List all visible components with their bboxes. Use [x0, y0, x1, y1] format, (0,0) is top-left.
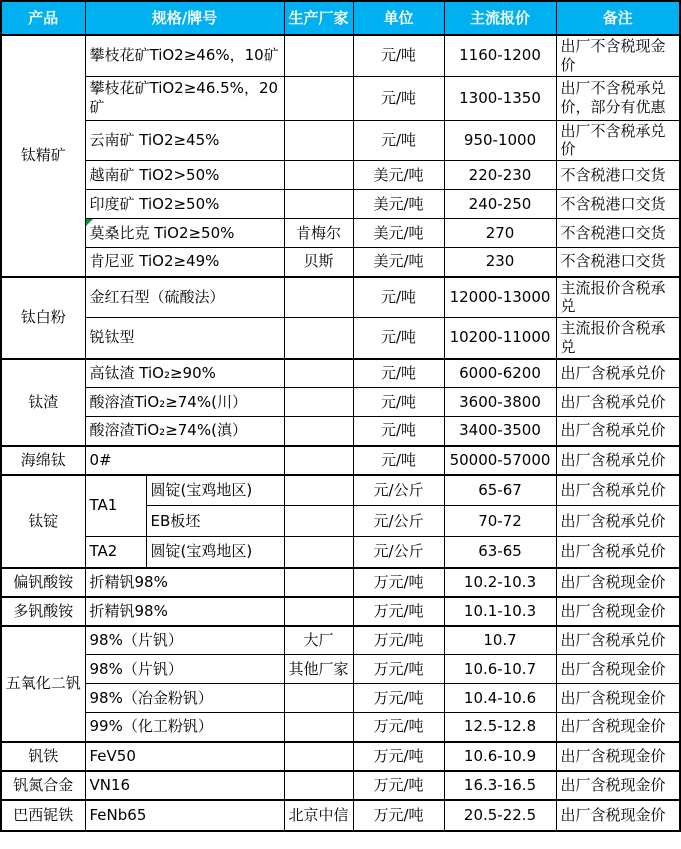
table-row — [1, 684, 680, 713]
spec-cell: 折精钒98% — [85, 597, 284, 626]
note-cell: 出厂含税现金价 — [556, 568, 680, 597]
manufacturer-cell: 北京中信 — [284, 800, 353, 831]
price-cell: 50000-57000 — [444, 446, 556, 475]
table-row — [1, 626, 680, 655]
price-cell: 950-1000 — [444, 120, 556, 161]
manufacturer-cell — [284, 597, 353, 626]
note-cell: 主流报价含税承兑 — [556, 277, 680, 318]
price-cell: 1300-1350 — [444, 76, 556, 120]
unit-cell: 元/吨 — [353, 120, 444, 161]
spec-cell: 越南矿 TiO2>50% — [85, 161, 284, 190]
note-cell: 出厂不含税承兑价 — [556, 120, 680, 161]
unit-cell: 万元/吨 — [353, 800, 444, 831]
manufacturer-cell — [284, 190, 353, 219]
spec-cell: 98%（冶金粉钒） — [85, 684, 284, 713]
price-cell: 10.4-10.6 — [444, 684, 556, 713]
spec-cell: 酸溶渣TiO₂≥74%(川） — [85, 388, 284, 417]
price-cell: 63-65 — [444, 537, 556, 568]
unit-cell: 元/吨 — [353, 388, 444, 417]
note-cell: 出厂含税现金价 — [556, 655, 680, 684]
price-cell: 12000-13000 — [444, 277, 556, 318]
table-row — [1, 446, 680, 475]
note-cell: 出厂含税现金价 — [556, 742, 680, 771]
unit-cell: 元/公斤 — [353, 506, 444, 537]
manufacturer-cell: 贝斯 — [284, 248, 353, 277]
table-row — [1, 318, 680, 359]
unit-cell: 美元/吨 — [353, 190, 444, 219]
price-cell: 10.6-10.7 — [444, 655, 556, 684]
product-cell: 五氧化二钒 — [1, 626, 85, 742]
unit-cell: 万元/吨 — [353, 655, 444, 684]
manufacturer-cell — [284, 771, 353, 800]
spec-cell: 0# — [85, 446, 284, 475]
note-cell: 出厂含税现金价 — [556, 597, 680, 626]
product-cell: 钛精矿 — [1, 35, 85, 277]
manufacturer-cell — [284, 417, 353, 446]
product-cell: 海绵钛 — [1, 446, 85, 475]
product-cell: 钒铁 — [1, 742, 85, 771]
col-header-unit: 单位 — [353, 1, 444, 35]
manufacturer-cell: 肯梅尔 — [284, 219, 353, 248]
table-row — [1, 35, 680, 76]
note-cell: 出厂含税现金价 — [556, 771, 680, 800]
note-cell: 出厂含税承兑价 — [556, 417, 680, 446]
price-cell: 3600-3800 — [444, 388, 556, 417]
unit-cell: 万元/吨 — [353, 597, 444, 626]
table-row — [1, 277, 680, 318]
product-cell: 钛白粉 — [1, 277, 85, 359]
note-cell: 出厂含税承兑价 — [556, 446, 680, 475]
grade-cell: TA2 — [85, 537, 146, 568]
col-header-manufacturer: 生产厂家 — [284, 1, 353, 35]
price-cell: 65-67 — [444, 475, 556, 506]
table-row — [1, 76, 680, 120]
price-cell: 70-72 — [444, 506, 556, 537]
unit-cell: 万元/吨 — [353, 713, 444, 742]
note-cell: 出厂含税现金价 — [556, 684, 680, 713]
table-row — [1, 248, 680, 277]
note-cell: 不含税港口交货 — [556, 219, 680, 248]
spec-cell: 酸溶渣TiO₂≥74%(滇） — [85, 417, 284, 446]
spec-cell: 攀枝花矿TiO2≥46%，10矿 — [85, 35, 284, 76]
unit-cell: 元/吨 — [353, 446, 444, 475]
note-cell: 不含税港口交货 — [556, 161, 680, 190]
spec-cell: EB板坯 — [146, 506, 284, 537]
price-cell: 10.7 — [444, 626, 556, 655]
table-row — [1, 597, 680, 626]
unit-cell: 万元/吨 — [353, 742, 444, 771]
note-cell: 出厂含税承兑价 — [556, 388, 680, 417]
manufacturer-cell — [284, 684, 353, 713]
price-cell: 240-250 — [444, 190, 556, 219]
spec-cell: FeV50 — [85, 742, 284, 771]
note-cell: 出厂不含税现金价 — [556, 35, 680, 76]
table-row — [1, 120, 680, 161]
unit-cell: 元/公斤 — [353, 475, 444, 506]
price-cell: 20.5-22.5 — [444, 800, 556, 831]
spec-cell: 折精钒98% — [85, 568, 284, 597]
table-row — [1, 219, 680, 248]
unit-cell: 元/吨 — [353, 35, 444, 76]
unit-cell: 美元/吨 — [353, 161, 444, 190]
unit-cell: 元/吨 — [353, 359, 444, 388]
product-cell: 偏钒酸铵 — [1, 568, 85, 597]
unit-cell: 万元/吨 — [353, 771, 444, 800]
manufacturer-cell — [284, 161, 353, 190]
price-cell: 6000-6200 — [444, 359, 556, 388]
price-cell: 230 — [444, 248, 556, 277]
note-cell: 出厂含税承兑价 — [556, 626, 680, 655]
col-header-product: 产品 — [1, 1, 85, 35]
price-cell: 1160-1200 — [444, 35, 556, 76]
header-row — [1, 1, 680, 35]
unit-cell: 美元/吨 — [353, 219, 444, 248]
manufacturer-cell — [284, 76, 353, 120]
manufacturer-cell — [284, 359, 353, 388]
price-cell: 10.1-10.3 — [444, 597, 556, 626]
manufacturer-cell — [284, 537, 353, 568]
table-row — [1, 190, 680, 219]
price-cell: 270 — [444, 219, 556, 248]
manufacturer-cell: 大厂 — [284, 626, 353, 655]
spec-cell: 印度矿 TiO2≥50% — [85, 190, 284, 219]
manufacturer-cell — [284, 446, 353, 475]
price-cell: 10200-11000 — [444, 318, 556, 359]
note-cell: 不含税港口交货 — [556, 248, 680, 277]
price-cell: 10.6-10.9 — [444, 742, 556, 771]
unit-cell: 元/吨 — [353, 318, 444, 359]
spec-cell: 98%（片钒） — [85, 626, 284, 655]
spec-text: 莫桑比克 TiO2≥50% — [89, 223, 235, 242]
grade-cell: TA1 — [85, 475, 146, 537]
note-cell: 出厂含税承兑价 — [556, 506, 680, 537]
spec-cell: 圆锭(宝鸡地区) — [146, 537, 284, 568]
product-cell: 钛锭 — [1, 475, 85, 568]
unit-cell: 元/吨 — [353, 277, 444, 318]
product-cell: 多钒酸铵 — [1, 597, 85, 626]
manufacturer-cell — [284, 713, 353, 742]
spec-cell: 高钛渣 TiO₂≥90% — [85, 359, 284, 388]
spec-cell: VN16 — [85, 771, 284, 800]
product-cell: 钒氮合金 — [1, 771, 85, 800]
spec-cell: 圆锭(宝鸡地区) — [146, 475, 284, 506]
table-row — [1, 388, 680, 417]
spec-cell: 98%（片钒） — [85, 655, 284, 684]
table-row — [1, 537, 680, 568]
col-header-spec: 规格/牌号 — [85, 1, 284, 35]
manufacturer-cell — [284, 277, 353, 318]
table-row — [1, 800, 680, 831]
table-row — [1, 161, 680, 190]
unit-cell: 万元/吨 — [353, 684, 444, 713]
unit-cell: 元/吨 — [353, 76, 444, 120]
note-cell: 出厂含税现金价 — [556, 713, 680, 742]
manufacturer-cell — [284, 318, 353, 359]
table-row — [1, 359, 680, 388]
spec-cell: 云南矿 TiO2≥45% — [85, 120, 284, 161]
price-cell: 220-230 — [444, 161, 556, 190]
spec-cell — [85, 219, 284, 248]
col-header-note: 备注 — [556, 1, 680, 35]
manufacturer-cell — [284, 568, 353, 597]
note-cell: 出厂含税现金价 — [556, 800, 680, 831]
manufacturer-cell: 其他厂家 — [284, 655, 353, 684]
product-cell: 钛渣 — [1, 359, 85, 446]
manufacturer-cell — [284, 475, 353, 506]
note-cell: 出厂不含税承兑价，部分有优惠 — [556, 76, 680, 120]
unit-cell: 元/公斤 — [353, 537, 444, 568]
comment-flag-icon — [86, 219, 93, 226]
price-cell: 3400-3500 — [444, 417, 556, 446]
unit-cell: 万元/吨 — [353, 568, 444, 597]
spec-cell: FeNb65 — [85, 800, 284, 831]
spec-cell: 金红石型（硫酸法） — [85, 277, 284, 318]
manufacturer-cell — [284, 120, 353, 161]
spec-cell: 肯尼亚 TiO2≥49% — [85, 248, 284, 277]
table-row — [1, 475, 680, 506]
table-row — [1, 568, 680, 597]
price-cell: 10.2-10.3 — [444, 568, 556, 597]
spec-cell: 锐钛型 — [85, 318, 284, 359]
spec-cell: 攀枝花矿TiO2≥46.5%，20矿 — [85, 76, 284, 120]
price-cell: 16.3-16.5 — [444, 771, 556, 800]
manufacturer-cell — [284, 35, 353, 76]
table-row — [1, 417, 680, 446]
manufacturer-cell — [284, 742, 353, 771]
note-cell: 不含税港口交货 — [556, 190, 680, 219]
note-cell: 出厂含税承兑价 — [556, 359, 680, 388]
unit-cell: 元/吨 — [353, 417, 444, 446]
spec-cell: 99%（化工粉钒） — [85, 713, 284, 742]
unit-cell: 美元/吨 — [353, 248, 444, 277]
manufacturer-cell — [284, 388, 353, 417]
table-row — [1, 771, 680, 800]
manufacturer-cell — [284, 506, 353, 537]
product-cell: 巴西铌铁 — [1, 800, 85, 831]
price-cell: 12.5-12.8 — [444, 713, 556, 742]
note-cell: 主流报价含税承兑 — [556, 318, 680, 359]
note-cell: 出厂含税承兑价 — [556, 537, 680, 568]
table-row — [1, 742, 680, 771]
unit-cell: 万元/吨 — [353, 626, 444, 655]
table-row — [1, 655, 680, 684]
col-header-price: 主流报价 — [444, 1, 556, 35]
table-row — [1, 713, 680, 742]
note-cell: 出厂含税承兑价 — [556, 475, 680, 506]
